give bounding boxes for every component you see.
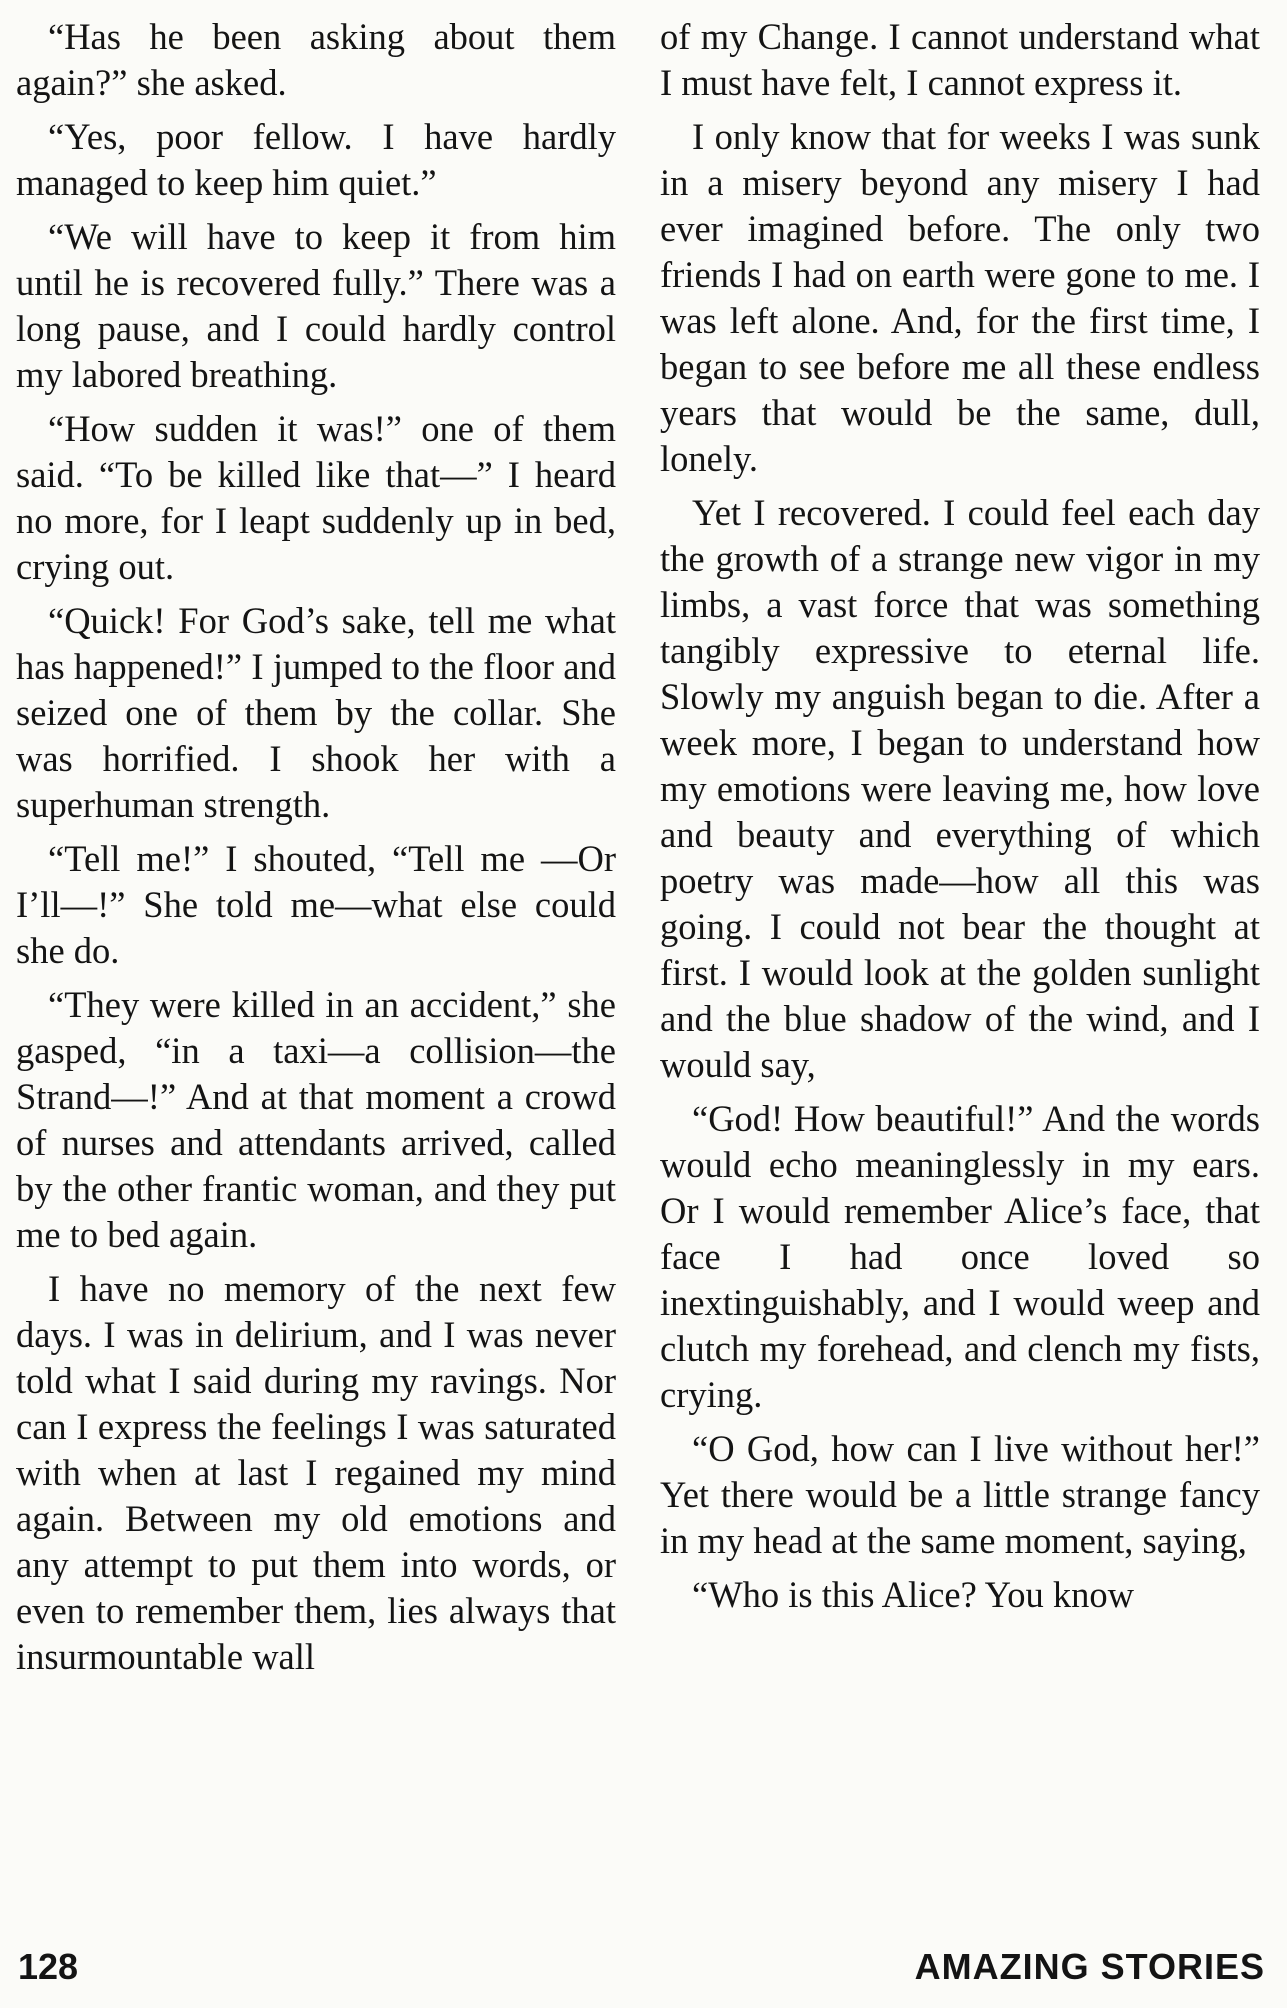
paragraph: I have no memory of the next few days. I was in delirium, and I was never told what I said during my ravings. Nor can I express the feelings I was saturated with when at last I regained my mind again. Between my old emotions and any attempt to put them into words, or even to remember them, lies always that insurmountable wall [16, 1268, 616, 1677]
paragraph: “Has he been asking about them again?” she asked. [16, 16, 616, 103]
paragraph: “Who is this Alice? You know [692, 1574, 1135, 1615]
paragraph: “Quick! For God’s sake, tell me what has happened!” I jumped to the floor and seized one of them by the collar. She was horrified. I shook her with a superhuman strength. [16, 600, 616, 825]
page-number: 128 [18, 1946, 79, 1987]
paragraph: I only know that for weeks I was sunk in a misery beyond any misery I had ever imagined before. The only two friends I had on earth were gone to me. I was left alone. And, for the first time, I began to see before me all these endless years that would be the same, dull, lonely. [660, 116, 1260, 479]
right-column [660, 14, 1260, 1618]
paragraph: “They were killed in an accident,” she gasped, “in a taxi—a collision—the Strand—!” And at that moment a crowd of nurses and attendants arrived, called by the other frantic woman, and they put me to bed again. [16, 984, 616, 1255]
paragraph: “God! How beautiful!” And the words would echo meaninglessly in my ears. Or I would remember Alice’s face, that face I had once loved so inextinguishably, and I would weep and clutch my forehead, and clench my fists, crying. [660, 1098, 1260, 1415]
paragraph: Yet I recovered. I could feel each day the growth of a strange new vigor in my limbs, a vast force that was something tangibly expressive to eternal life. Slowly my anguish began to die. After a week more, I began to understand how my emotions were leaving me, how love and beauty and everything of which poetry was made—how all this was going. I could not bear the thought at first. I would look at the golden sunlight and the blue shadow of the wind, and I would say, [660, 492, 1260, 1085]
magazine-title: AMAZING STORIES [914, 1946, 1265, 1987]
paragraph-continuation: of my Change. I cannot understand what I must have felt, I cannot express it. [660, 16, 1260, 103]
paragraph: “Yes, poor fellow. I have hardly managed to keep him quiet.” [16, 116, 616, 203]
page-footer [0, 1946, 1287, 1996]
paragraph: “Tell me!” I shouted, “Tell me —Or I’ll—!” She told me—what else could she do. [16, 838, 616, 971]
paragraph: “How sudden it was!” one of them said. “To be killed like that—” I heard no more, for I leapt suddenly up in bed, crying out. [16, 408, 616, 587]
paragraph: “We will have to keep it from him until he is recovered fully.” There was a long pause, and I could hardly control my labored breathing. [16, 216, 616, 395]
paragraph: “O God, how can I live without her!” Yet there would be a little strange fancy in my head at the same moment, saying, [660, 1428, 1260, 1561]
left-column [16, 14, 616, 1680]
